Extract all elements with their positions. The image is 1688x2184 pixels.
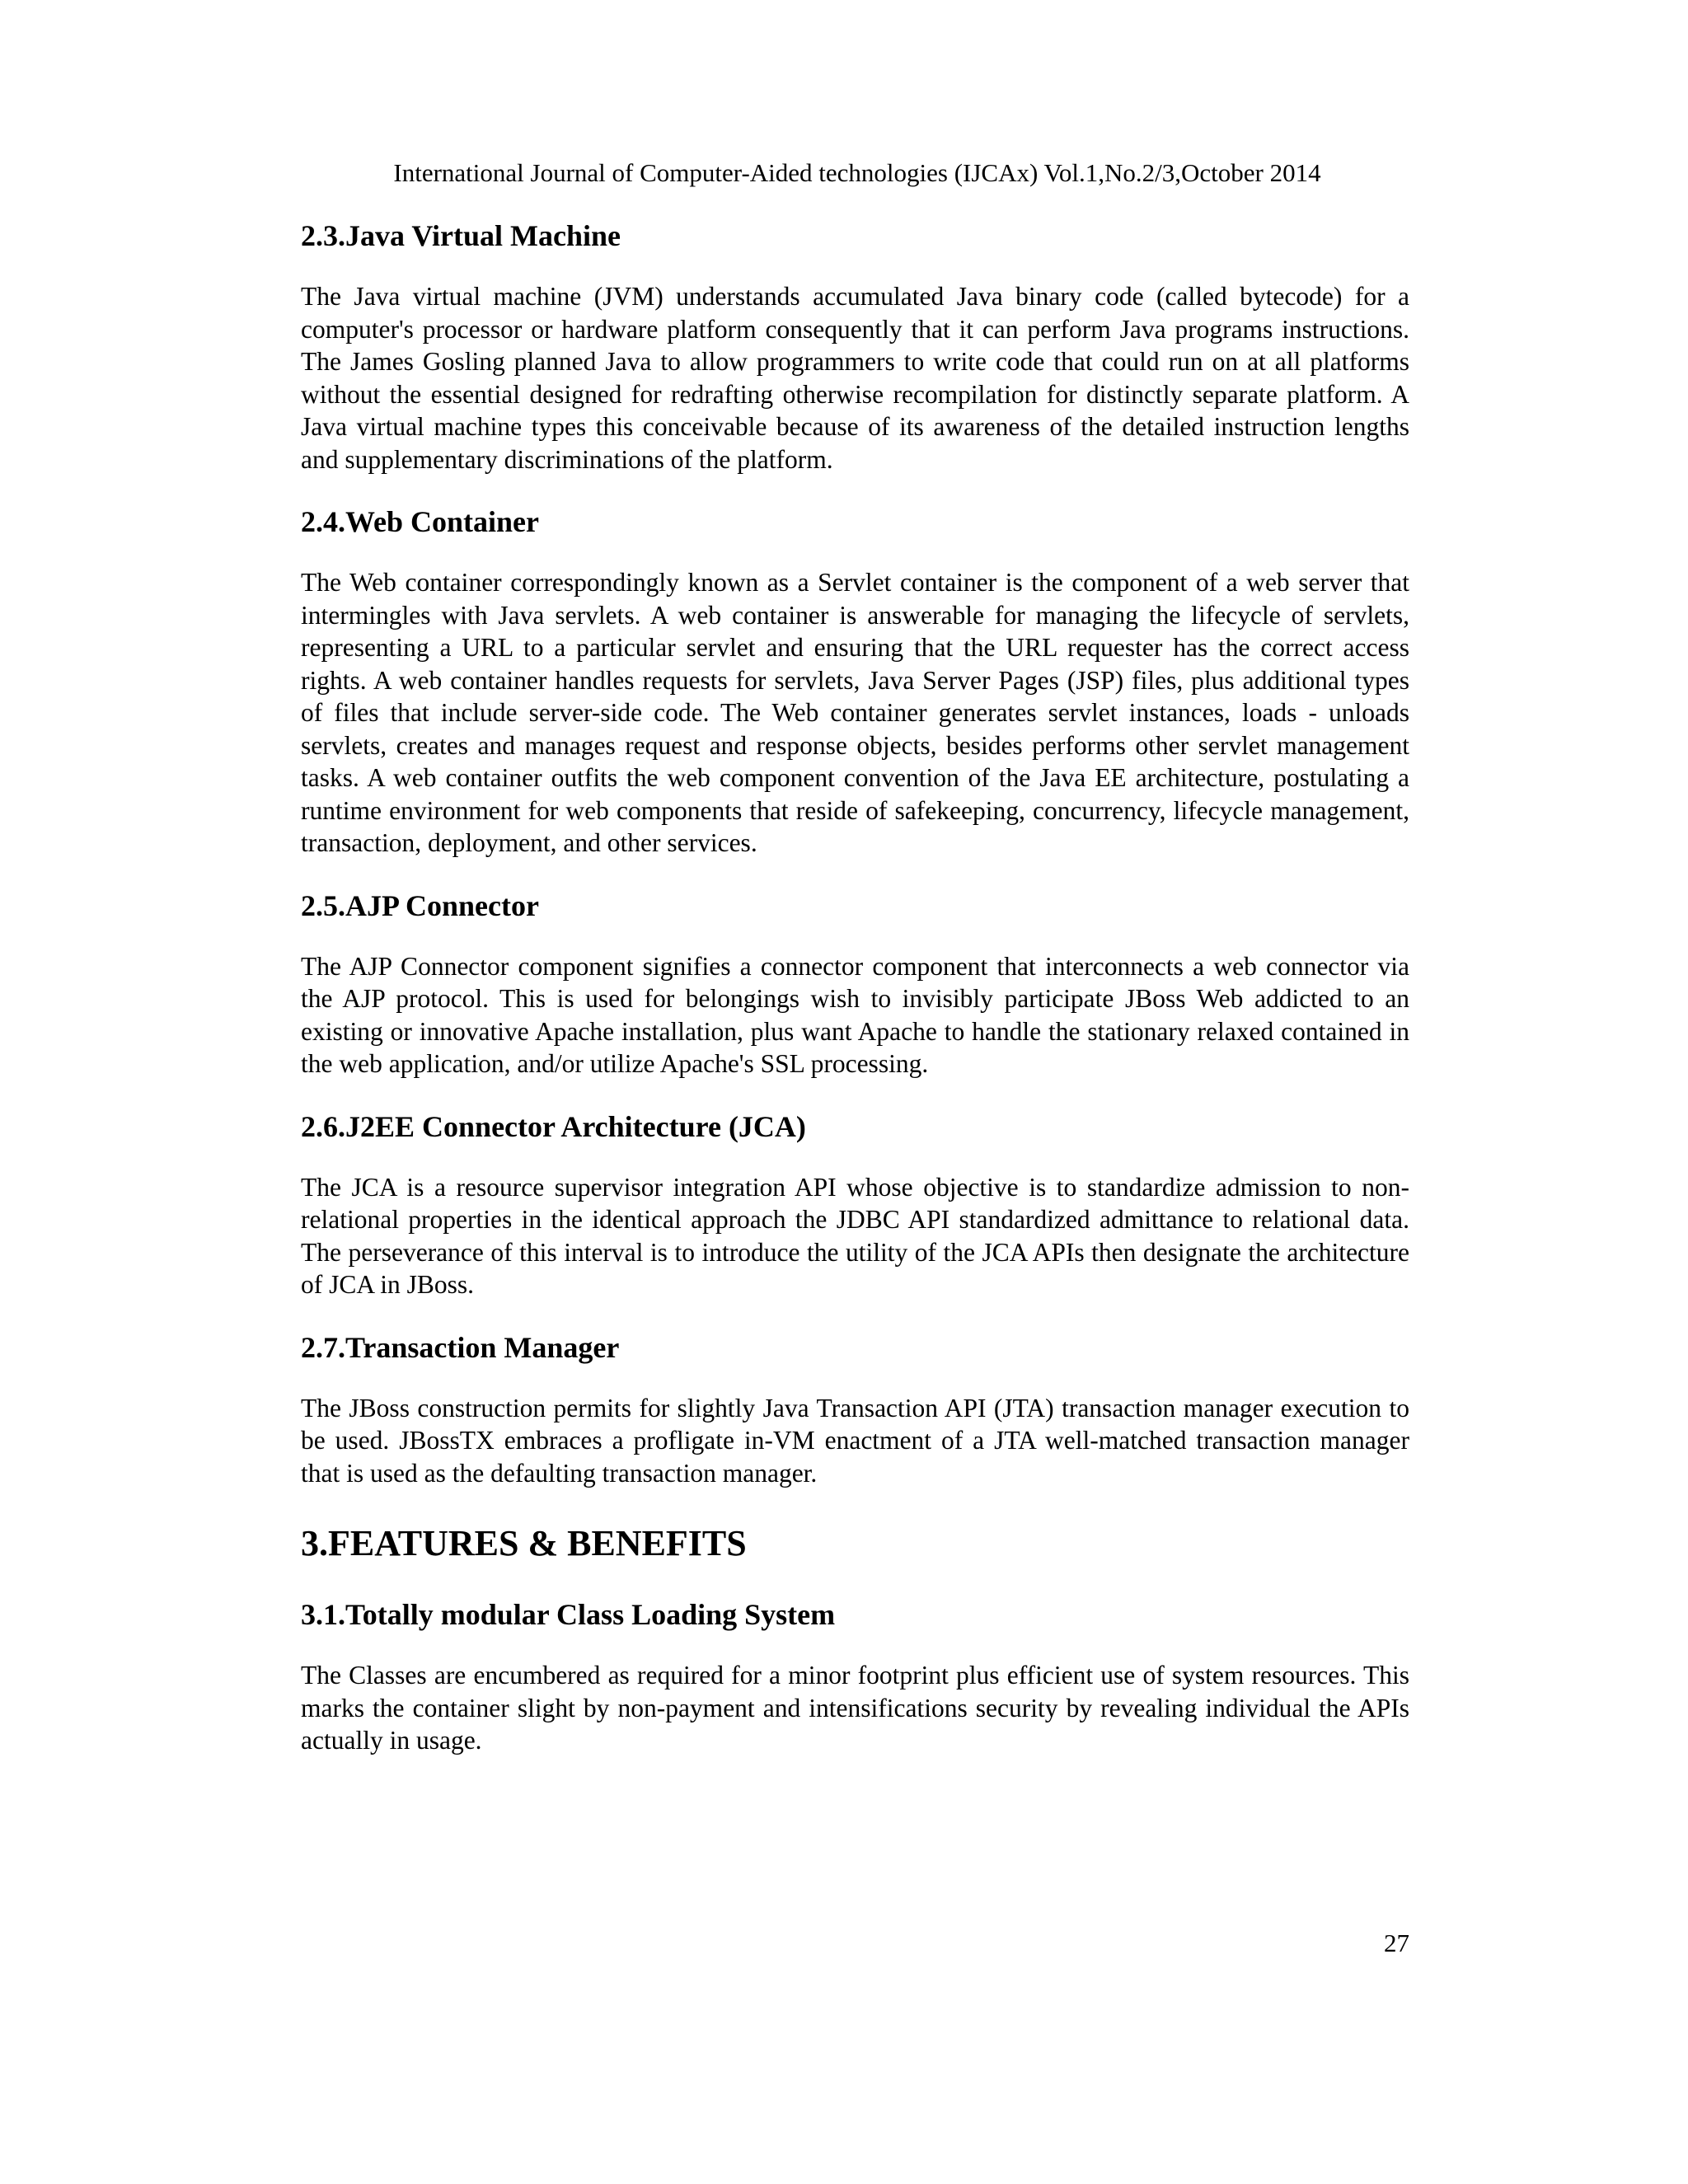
paragraph-java-virtual-machine: The Java virtual machine (JVM) understands accumulated Java binary code (called bytecode) for a computer's processor or hardware platform consequently that it can perform Java programs instructions. The James Gosling planned Java to allow programmers to write code that could run on at all platforms without the essential designed for redrafting otherwise recompilation for distinctly separate platform. A Java virtual machine types this conceivable because of its awareness of the detailed instruction lengths and supplementary discriminations of the platform. xyxy=(301,282,1409,474)
paragraph-web-container: The Web container correspondingly known as a Servlet container is the component of a web server that intermingles with Java servlets. A web container is answerable for managing the lifecycle of servlets, representing a URL to a particular servlet and ensuring that the URL requester has the correct access rights. A web container handles requests for servlets, Java Server Pages (JSP) files, plus additional types of files that include server-side code. The Web container generates servlet instances, loads - unloads servlets, creates and manages request and response objects, besides performs other servlet management tasks. A web container outfits the web component convention of the Java EE architecture, postulating a runtime environment for web components that reside of safekeeping, concurrency, lifecycle management, transaction, deployment, and other services. xyxy=(301,568,1409,857)
heading-modular-class-loading: 3.1.Totally modular Class Loading System xyxy=(301,1598,836,1631)
paragraph-modular-class-loading: The Classes are encumbered as required for a minor footprint plus efficient use of system resources. This marks the container slight by non-payment and intensifications security by revealing individual the APIs actually in usage. xyxy=(301,1661,1409,1755)
heading-java-virtual-machine: 2.3.Java Virtual Machine xyxy=(301,219,621,252)
paragraph-j2ee-connector-architecture: The JCA is a resource supervisor integration API whose objective is to standardize admission to non-relational properties in the identical approach the JDBC API standardized admittance to relational data. The perseverance of this interval is to introduce the utility of the JCA APIs then designate the architecture of JCA in JBoss. xyxy=(301,1172,1409,1299)
paragraph-transaction-manager: The JBoss construction permits for slightly Java Transaction API (JTA) transaction manager execution to be used. JBossTX embraces a profligate in-VM enactment of a JTA well-matched transaction manager that is used as the defaulting transaction manager. xyxy=(301,1393,1409,1488)
heading-ajp-connector: 2.5.AJP Connector xyxy=(301,888,539,922)
page-content xyxy=(301,216,1409,1757)
heading-transaction-manager: 2.7.Transaction Manager xyxy=(301,1330,620,1364)
paragraph-ajp-connector: The AJP Connector component signifies a connector component that interconnects a web connector via the AJP protocol. This is used for belongings wish to invisibly participate JBoss Web addicted to an existing or innovative Apache installation, plus want Apache to handle the stationary relaxed contained in the web application, and/or utilize Apache's SSL processing. xyxy=(301,951,1409,1078)
running-header: International Journal of Computer-Aided technologies (IJCAx) Vol.1,No.2/3,October 2014 xyxy=(393,158,1321,187)
heading-features-benefits: 3.FEATURES & BENEFITS xyxy=(301,1523,747,1563)
page-number: 27 xyxy=(1384,1929,1409,1957)
heading-j2ee-connector-architecture: 2.6.J2EE Connector Architecture (JCA) xyxy=(301,1109,806,1143)
heading-web-container: 2.4.Web Container xyxy=(301,505,540,538)
